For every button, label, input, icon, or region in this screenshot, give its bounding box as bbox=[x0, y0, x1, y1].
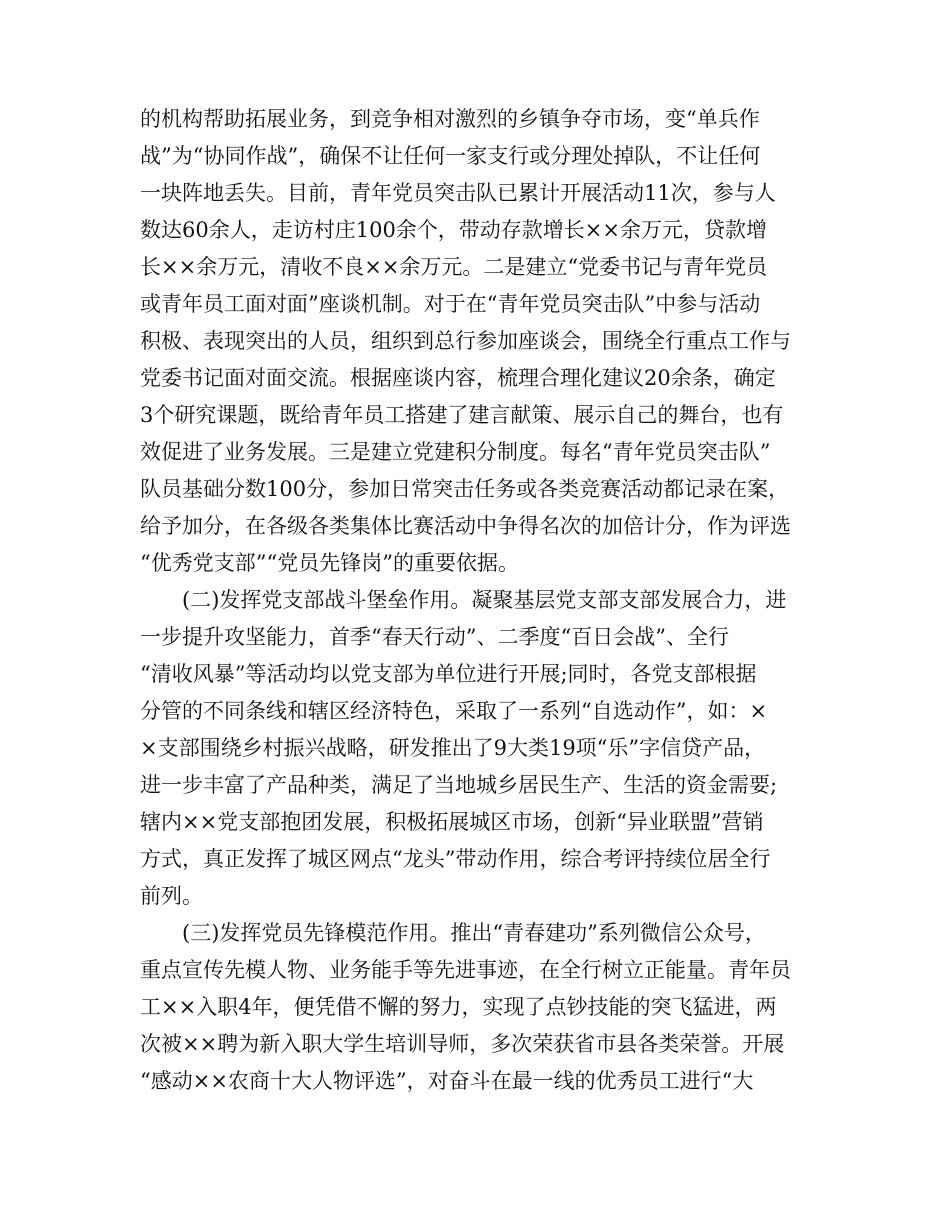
text-line: 一块阵地丢失。目前，青年党员突击队已累计开展活动11次，参与人 bbox=[140, 181, 776, 205]
text-line: 一步提升攻坚能力，首季“春天行动”、二季度“百日会战”、全行 bbox=[140, 625, 729, 649]
text-line: 辖内××党支部抱团发展，积极拓展城区市场，创新“异业联盟”营销 bbox=[140, 810, 764, 834]
text-line: “感动××农商十大人物评选”，对奋斗在最一线的优秀员工进行“大 bbox=[140, 1069, 754, 1093]
text-line: 的机构帮助拓展业务，到竞争相对激烈的乡镇争夺市场，变“单兵作 bbox=[140, 107, 760, 131]
text-line: 方式，真正发挥了城区网点“龙头”带动作用，综合考评持续位居全行 bbox=[140, 847, 771, 871]
text-line: 3个研究课题，既给青年员工搭建了建言献策、展示自己的舞台，也有 bbox=[140, 403, 784, 427]
section-heading-line: (二)发挥党支部战斗堡垒作用。凝聚基层党支部支部发展合力，进 bbox=[182, 588, 787, 612]
text-line: 进一步丰富了产品种类，满足了当地城乡居民生产、生活的资金需要; bbox=[140, 773, 778, 797]
text-line: 党委书记面对面交流。根据座谈内容，梳理合理化建议20余条，确定 bbox=[140, 366, 776, 390]
text-line: 次被××聘为新入职大学生培训导师，多次荣获省市县各类荣誉。开展 bbox=[140, 1032, 785, 1056]
text-line: 战”为“协同作战”，确保不让任何一家支行或分理处掉队，不让任何 bbox=[140, 144, 761, 168]
text-line: “优秀党支部”“党员先锋岗”的重要依据。 bbox=[140, 551, 519, 575]
text-line: 长××余万元，清收不良××余万元。二是建立“党委书记与青年党员 bbox=[140, 255, 768, 279]
text-line: 数达60余人，走访村庄100余个，带动存款增长××余万元，贷款增 bbox=[140, 218, 767, 242]
text-line: “清收风暴”等活动均以党支部为单位进行开展;同时，各党支部根据 bbox=[140, 662, 757, 686]
text-line: 效促进了业务发展。三是建立党建积分制度。每名“青年党员突击队” bbox=[140, 440, 771, 464]
text-line: 工××入职4年，便凭借不懈的努力，实现了点钞技能的突飞猛进，两 bbox=[140, 995, 777, 1019]
text-line: 队员基础分数100分，参加日常突击任务或各类竞赛活动都记录在案， bbox=[140, 477, 790, 501]
text-line: 给予加分，在各级各类集体比赛活动中争得名次的加倍计分，作为评选 bbox=[140, 514, 791, 538]
text-line: 分管的不同条线和辖区经济特色，采取了一系列“自选动作”，如：× bbox=[140, 699, 768, 723]
text-line: 重点宣传先模人物、业务能手等先进事迹，在全行树立正能量。青年员 bbox=[140, 958, 791, 982]
text-line: 前列。 bbox=[140, 884, 203, 908]
section-heading-line: (三)发挥党员先锋模范作用。推出“青春建功”系列微信公众号， bbox=[182, 921, 766, 945]
text-line: ×支部围绕乡村振兴战略，研发推出了9大类19项“乐”字信贷产品， bbox=[140, 736, 766, 760]
text-line: 或青年员工面对面”座谈机制。对于在“青年党员突击队”中参与活动 bbox=[140, 292, 761, 316]
text-line: 积极、表现突出的人员，组织到总行参加座谈会，围绕全行重点工作与 bbox=[140, 329, 791, 353]
